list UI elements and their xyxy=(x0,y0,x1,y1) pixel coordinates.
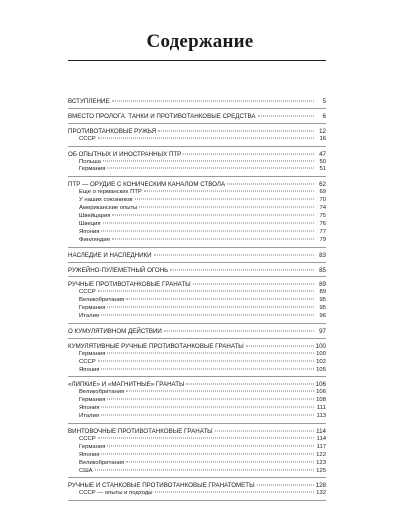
toc-entry-title: Польша xyxy=(79,158,101,165)
dot-leader xyxy=(183,153,314,154)
toc-subentry[interactable] xyxy=(68,351,326,359)
toc-entry-title: Германия xyxy=(79,350,106,357)
toc-page-number: 122 xyxy=(316,451,326,458)
toc-entry-title: СССР — опыты и подходы xyxy=(79,490,153,497)
dot-leader xyxy=(193,284,314,285)
toc-entry[interactable] xyxy=(68,328,326,336)
toc-section xyxy=(68,428,326,478)
toc-entry-title: О КУМУЛЯТИВНОМ ДЕЙСТВИИ xyxy=(68,327,162,335)
toc-entry-title: Великобритания xyxy=(79,297,125,304)
dot-leader xyxy=(215,431,314,432)
dot-leader xyxy=(126,391,314,392)
dot-leader xyxy=(155,492,314,493)
toc-entry-title: Финляндия xyxy=(79,236,110,243)
toc-page-number: 114 xyxy=(316,435,326,442)
toc-page-number: 51 xyxy=(319,166,326,173)
dot-leader xyxy=(98,291,314,292)
dot-leader xyxy=(101,453,314,454)
dot-leader xyxy=(126,461,314,462)
toc-page-number: 123 xyxy=(316,459,326,466)
dot-leader xyxy=(107,168,314,169)
toc-section xyxy=(68,98,326,109)
toc-page-number: 95 xyxy=(319,305,326,312)
toc-entry-title: СССР xyxy=(79,435,96,442)
toc-entry[interactable] xyxy=(68,281,326,289)
toc-entry-title: ПРОТИВОТАНКОВЫЕ РУЖЬЯ xyxy=(68,127,157,135)
toc-page-number: 70 xyxy=(319,197,326,204)
toc-page-number: 5 xyxy=(322,98,326,105)
toc-entry-title: Великобритания xyxy=(79,389,125,396)
toc-entry-title: РУЖЕЙНО-ПУЛЕМЕТНЫЙ ОГОНЬ xyxy=(68,266,169,274)
toc-page-number: 108 xyxy=(316,397,326,404)
dot-leader xyxy=(227,184,314,185)
dot-leader xyxy=(257,485,314,486)
toc-subentry[interactable] xyxy=(68,229,326,237)
toc-entry-title: НАСЛЕДИЕ И НАСЛЕДНИКИ xyxy=(68,251,152,259)
dot-leader xyxy=(258,115,314,116)
toc-entry-title: СССР xyxy=(79,289,96,296)
toc-entry-title: Италия xyxy=(79,313,100,320)
toc-entry[interactable] xyxy=(68,381,326,389)
dot-leader xyxy=(101,415,314,416)
dot-leader xyxy=(158,130,314,131)
toc-entry[interactable] xyxy=(68,267,326,275)
toc-entry[interactable] xyxy=(68,482,326,490)
toc-page-number: 75 xyxy=(319,212,326,219)
toc-entry[interactable] xyxy=(68,252,326,260)
toc-entry-title: Германия xyxy=(79,305,106,312)
toc-entry-title: Япония xyxy=(79,451,100,458)
dot-leader xyxy=(103,222,314,223)
toc-entry[interactable] xyxy=(68,98,326,106)
toc-subentry[interactable] xyxy=(68,159,326,167)
dot-leader xyxy=(107,445,314,446)
dot-leader xyxy=(101,407,314,408)
toc-entry-title: Германия xyxy=(79,397,106,404)
toc-page-number: 132 xyxy=(316,490,326,497)
toc-page-number: 128 xyxy=(315,482,326,490)
toc-page-number: 76 xyxy=(319,220,326,227)
toc-page-number: 100 xyxy=(316,350,326,357)
toc-subentry[interactable] xyxy=(68,460,326,468)
toc-entry-title: РУЧНЫЕ И СТАНКОВЫЕ ПРОТИВОТАНКОВЫЕ ГРАНАТОМЕТЫ xyxy=(68,482,255,490)
dot-leader xyxy=(139,207,314,208)
toc-section xyxy=(68,381,326,424)
toc-section xyxy=(68,328,326,339)
toc-page-number: 114 xyxy=(316,428,326,435)
title-divider xyxy=(68,60,326,61)
toc-page-number: 106 xyxy=(315,381,326,389)
toc-entry[interactable] xyxy=(68,151,326,159)
toc-page-number: 97 xyxy=(319,327,326,335)
toc-section xyxy=(68,267,326,278)
toc-entry-title: Американские опыты xyxy=(79,205,138,212)
toc-entry-title: США xyxy=(79,467,93,474)
toc-page-number: 50 xyxy=(319,158,326,165)
toc-entry-title: Япония xyxy=(79,228,100,235)
toc-entry-title: ВМЕСТО ПРОЛОГА. ТАНКИ И ПРОТИВОТАНКОВЫЕ СРЕДСТВА xyxy=(68,112,256,120)
toc-page-number: 47 xyxy=(319,150,326,158)
dot-leader xyxy=(107,352,314,353)
page-title: Содержание xyxy=(146,31,254,52)
toc-page-number: 69 xyxy=(319,189,326,196)
toc-subentry[interactable] xyxy=(68,136,326,144)
dot-leader xyxy=(103,160,314,161)
dot-leader xyxy=(112,214,314,215)
toc-entry-title: РУЧНЫЕ ПРОТИВОТАНКОВЫЕ ГРАНАТЫ xyxy=(68,281,191,289)
toc-subentry[interactable] xyxy=(68,166,326,174)
toc-page-number: 62 xyxy=(319,181,326,189)
toc-subentry[interactable] xyxy=(68,436,326,444)
toc-section xyxy=(68,113,326,124)
toc-entry[interactable] xyxy=(68,113,326,121)
toc-subentry[interactable] xyxy=(68,367,326,375)
dot-leader xyxy=(95,469,314,470)
toc-entry-title: ВСТУПЛЕНИЕ xyxy=(68,98,110,105)
toc-entry-title: Швейцария xyxy=(79,212,111,219)
dot-leader xyxy=(186,384,313,385)
toc-entry-title: СССР xyxy=(79,135,96,142)
toc-page-number: 74 xyxy=(319,205,326,212)
toc-entry-title: СССР xyxy=(79,358,96,365)
toc-subentry[interactable] xyxy=(68,468,326,476)
toc-entry-title: «ЛИПКИЕ» И «МАГНИТНЫЕ» ГРАНАТЫ xyxy=(68,381,185,389)
toc-entry-title: ВИНТОВОЧНЫЕ ПРОТИВОТАНКОВЫЕ ГРАНАТЫ xyxy=(68,428,213,435)
toc-section xyxy=(68,181,326,247)
toc-entry[interactable] xyxy=(68,343,326,351)
toc-page-number: 77 xyxy=(319,228,326,235)
toc-subentry[interactable] xyxy=(68,221,326,229)
toc-entry-title: Великобритания xyxy=(79,459,125,466)
toc-page-number: 102 xyxy=(316,358,326,365)
toc-entry-title: Германия xyxy=(79,443,106,450)
toc-entry[interactable] xyxy=(68,181,326,189)
toc-subentry[interactable] xyxy=(68,397,326,405)
dot-leader xyxy=(107,399,314,400)
toc-section xyxy=(68,281,326,324)
toc-page-number: 105 xyxy=(316,366,326,373)
toc-subentry[interactable] xyxy=(68,289,326,297)
toc-entry-title: ПТР — ОРУДИЕ С КОНИЧЕСКИМ КАНАЛОМ СТВОЛА xyxy=(68,181,226,189)
toc-page-number: 111 xyxy=(317,405,326,412)
toc-subentry[interactable] xyxy=(68,237,326,245)
dot-leader xyxy=(170,269,314,270)
toc-section xyxy=(68,151,326,178)
dot-leader xyxy=(101,230,314,231)
toc-entry-title: ОБ ОПЫТНЫХ И ИНОСТРАННЫХ ПТР xyxy=(68,150,182,158)
toc-entry-title: Италия xyxy=(79,413,100,420)
toc-subentry[interactable] xyxy=(68,313,326,321)
toc-page-number: 12 xyxy=(319,127,326,135)
toc-section xyxy=(68,482,326,501)
toc-page-number: 85 xyxy=(319,266,326,274)
toc-subentry[interactable] xyxy=(68,389,326,397)
toc-subentry[interactable] xyxy=(68,197,326,205)
toc-section xyxy=(68,128,326,147)
toc-subentry[interactable] xyxy=(68,297,326,305)
toc-page-number: 16 xyxy=(319,135,326,142)
table-of-contents xyxy=(68,98,326,505)
toc-subentry[interactable] xyxy=(68,189,326,197)
dot-leader xyxy=(98,437,314,438)
toc-page-number: 100 xyxy=(315,342,326,350)
toc-subentry[interactable] xyxy=(68,452,326,460)
dot-leader xyxy=(98,137,314,138)
toc-page-number: 96 xyxy=(319,313,326,320)
toc-page-number: 106 xyxy=(316,389,326,396)
toc-page-number: 79 xyxy=(319,236,326,243)
toc-entry-title: Еще о германских ПТР xyxy=(79,189,142,196)
toc-entry-title: КУМУЛЯТИВНЫЕ РУЧНЫЕ ПРОТИВОТАНКОВЫЕ ГРАНАТЫ xyxy=(68,342,244,350)
toc-subentry[interactable] xyxy=(68,359,326,367)
toc-page-number: 113 xyxy=(316,413,326,420)
toc-page-number: 95 xyxy=(319,297,326,304)
dot-leader xyxy=(164,330,314,331)
toc-subentry[interactable] xyxy=(68,413,326,421)
dot-leader xyxy=(246,345,314,346)
toc-subentry[interactable] xyxy=(68,444,326,452)
toc-page-number: 89 xyxy=(319,289,326,296)
toc-subentry[interactable] xyxy=(68,205,326,213)
toc-subentry[interactable] xyxy=(68,213,326,221)
dot-leader xyxy=(101,368,314,369)
toc-subentry[interactable] xyxy=(68,405,326,413)
dot-leader xyxy=(154,254,314,255)
toc-entry-title: У наших союзников xyxy=(79,197,133,204)
dot-leader xyxy=(126,299,314,300)
dot-leader xyxy=(101,315,314,316)
dot-leader xyxy=(98,360,314,361)
toc-entry[interactable] xyxy=(68,128,326,136)
toc-subentry[interactable] xyxy=(68,490,326,498)
toc-page-number: 89 xyxy=(319,281,326,289)
toc-page-number: 117 xyxy=(316,443,326,450)
dot-leader xyxy=(107,307,314,308)
toc-entry-title: Япония xyxy=(79,366,100,373)
toc-subentry[interactable] xyxy=(68,305,326,313)
toc-page-number: 6 xyxy=(322,112,326,120)
dot-leader xyxy=(144,191,314,192)
toc-section xyxy=(68,252,326,263)
toc-entry-title: Германия xyxy=(79,166,106,173)
toc-page-number: 125 xyxy=(316,467,326,474)
toc-page-number: 83 xyxy=(319,251,326,259)
toc-entry-title: Швеция xyxy=(79,220,101,227)
toc-entry[interactable] xyxy=(68,428,326,436)
dot-leader xyxy=(135,199,314,200)
toc-entry-title: Япония xyxy=(79,405,100,412)
toc-section xyxy=(68,343,326,378)
dot-leader xyxy=(112,238,314,239)
dot-leader xyxy=(112,101,314,102)
